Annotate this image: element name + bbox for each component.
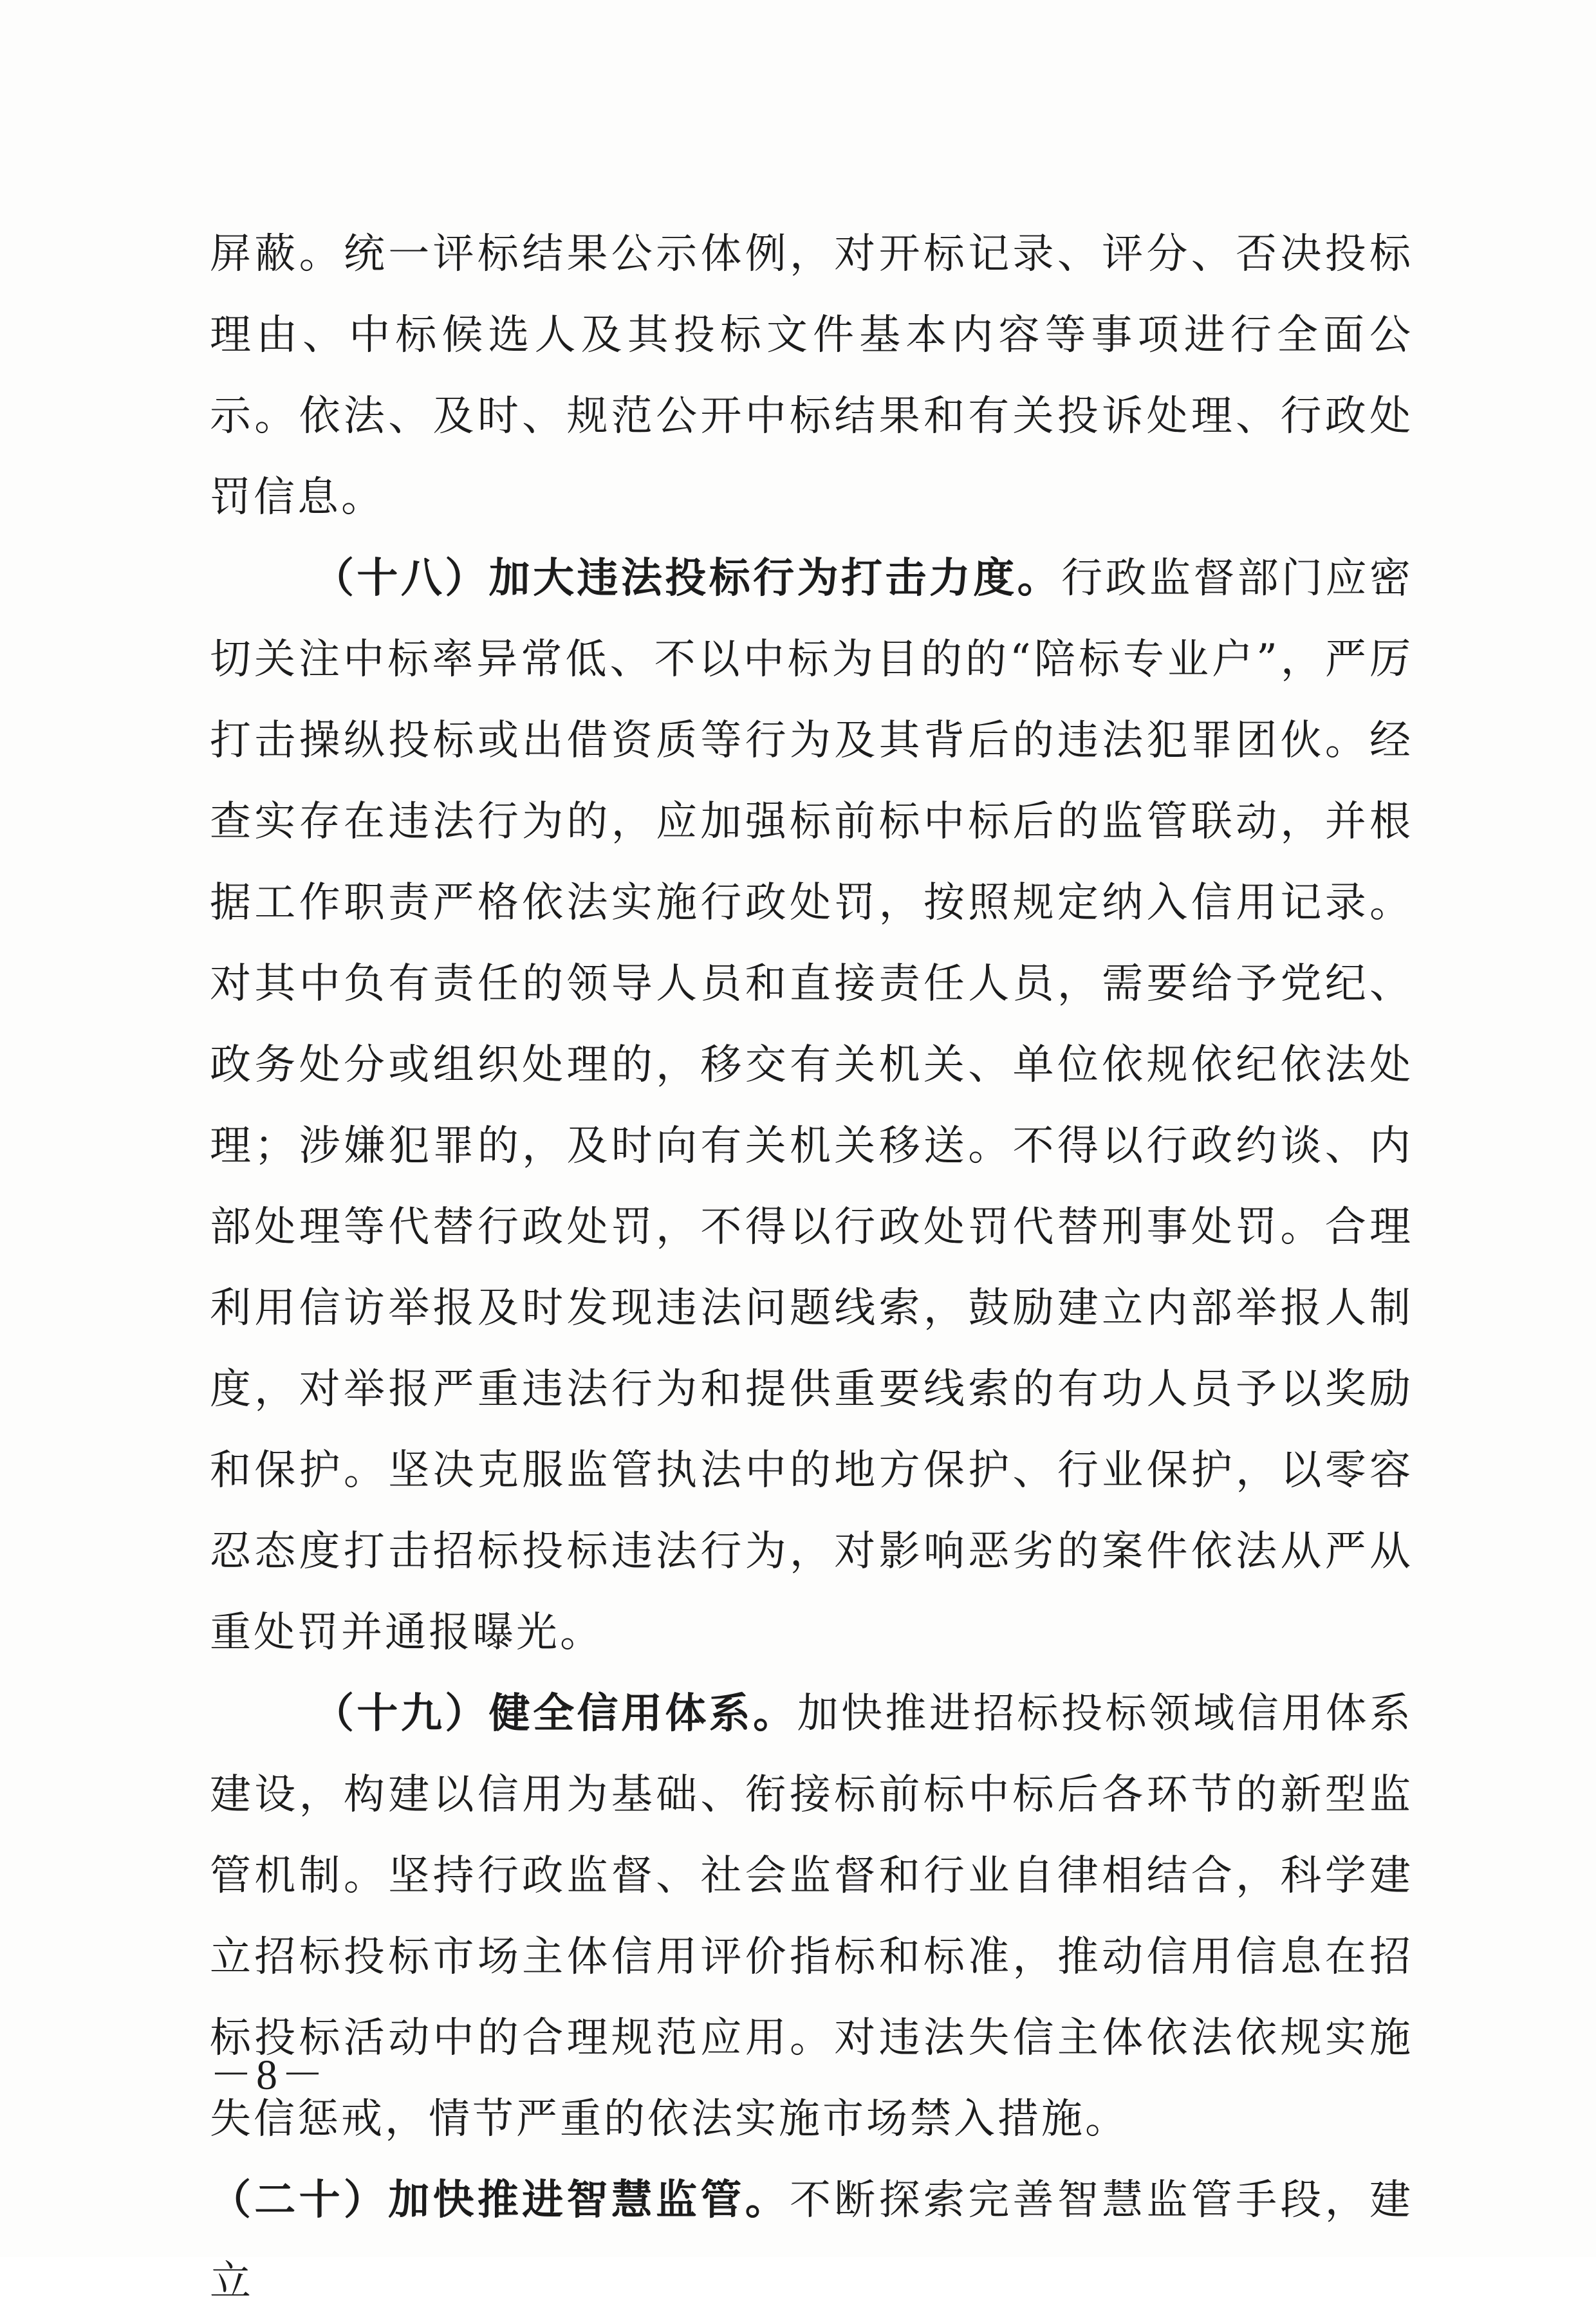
paragraph-text: 行政监督部门应密切关注中标率异常低、不以中标为目的的“陪标专业户”，严厉打击操纵投标或出借资质等行为及其背后的违法犯罪团伙。经查实存在违法行为的，应加强标前标中标后的监管联动，并根据工作职责严格依法实施行政处罚，按照规定纳入信用记录。对其中负有责任的领导人员和直接责任人员，需要给予党纪、政务处分或组织处理的，移交有关机关、单位依规依纪依法处理；涉嫌犯罪的，及时向有关机关移送。不得以行政约谈、内部处理等代替行政处罚，不得以行政处罚代替刑事处罚。合理利用信访举报及时发现违法问题线索，鼓励建立内部举报人制度，对举报严重违法行为和提供重要线索的有功人员予以奖励和保护。坚决克服监管执法中的地方保护、行业保护，以零容忍态度打击招标投标违法行为，对影响恶劣的案件依法从严从重处罚并通报曝光。 [210, 555, 1414, 1657]
paragraph-20 [210, 2160, 1413, 2322]
section-heading-19: （十九）健全信用体系。 [313, 1689, 797, 1738]
body-text [210, 214, 1413, 2322]
paragraph-text: 屏蔽。统一评标结果公示体例，对开标记录、评分、否决投标理由、中标候选人及其投标文件基本内容等事项进行全面公示。依法、及时、规范公开中标结果和有关投诉处理、行政处罚信息。 [210, 230, 1413, 521]
paragraph-text: 加快推进招标投标领域信用体系建设，构建以信用为基础、衔接标前标中标后各环节的新型监管机制。坚持行政监督、社会监督和行业自律相结合，科学建立招标投标市场主体信用评价指标和标准，推动信用信息在招标投标活动中的合理规范应用。对违法失信主体依法依规实施失信惩戒，情节严重的依法实施市场禁入措施。 [210, 1690, 1414, 2143]
paragraph-18 [210, 538, 1413, 1673]
section-heading-20: （二十）加快推进智慧监管。 [210, 2176, 790, 2224]
section-heading-18: （十八）加大违法投标行为打击力度。 [313, 554, 1062, 602]
page-number: －8－ [210, 2052, 328, 2099]
paragraph-continued [210, 214, 1413, 538]
paragraph-19 [210, 1673, 1413, 2160]
paragraph-text: 不断探索完善智慧监管手段，建立 [210, 2177, 1413, 2305]
